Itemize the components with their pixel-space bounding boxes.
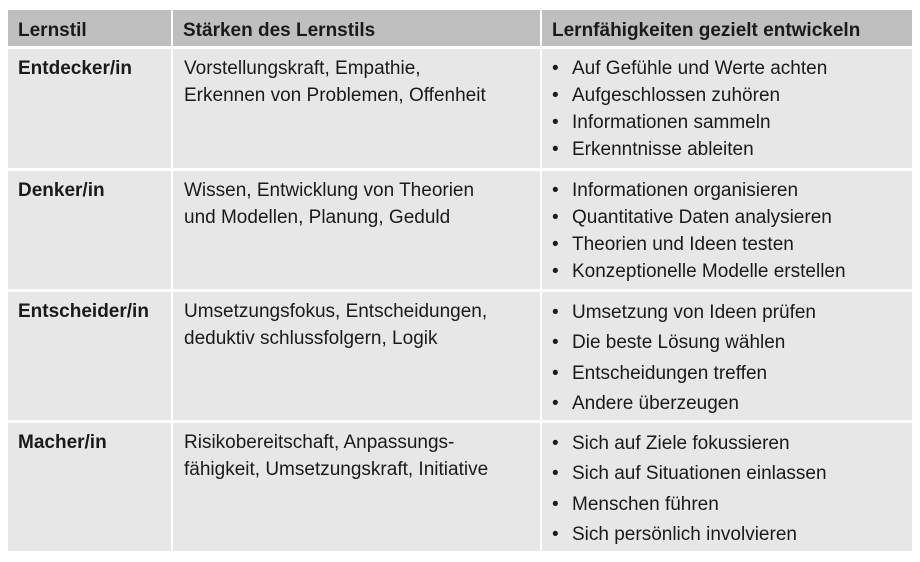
bullet-icon: • bbox=[552, 111, 559, 133]
skill-text: Entscheidungen treffen bbox=[572, 362, 768, 384]
list-item bbox=[552, 359, 902, 390]
strengths-cell bbox=[172, 290, 541, 421]
skill-text: Menschen führen bbox=[572, 493, 719, 515]
skill-text: Sich persönlich involvieren bbox=[572, 524, 797, 545]
bullet-icon: • bbox=[552, 301, 559, 323]
skill-text: Erkenntnisse ableiten bbox=[572, 138, 754, 160]
skill-text: Umsetzung von Ideen prüfen bbox=[572, 301, 816, 323]
list-item bbox=[552, 136, 902, 163]
table-row bbox=[8, 421, 912, 552]
list-item bbox=[552, 520, 902, 551]
bullet-icon: • bbox=[552, 524, 559, 545]
list-item bbox=[552, 109, 902, 136]
header-row bbox=[8, 10, 912, 47]
header-lernfaehigkeiten: Lernfähigkeiten gezielt entwickeln bbox=[541, 10, 912, 47]
bullet-icon: • bbox=[552, 138, 559, 160]
list-item bbox=[552, 328, 902, 359]
skill-text: Andere überzeugen bbox=[572, 393, 739, 414]
list-item bbox=[552, 298, 902, 329]
bullet-icon: • bbox=[552, 179, 559, 201]
bullet-icon: • bbox=[552, 393, 559, 414]
header-staerken: Stärken des Lernstils bbox=[172, 10, 541, 47]
style-name: Denker/in bbox=[8, 169, 172, 290]
learning-styles-table bbox=[8, 10, 912, 554]
bullet-icon: • bbox=[552, 432, 559, 454]
bullet-icon: • bbox=[552, 84, 559, 106]
skills-cell bbox=[541, 169, 912, 290]
bullet-icon: • bbox=[552, 260, 559, 282]
skill-text: Sich auf Ziele fokussieren bbox=[572, 432, 790, 454]
bullet-icon: • bbox=[552, 206, 559, 228]
bullet-icon: • bbox=[552, 362, 559, 384]
list-item bbox=[552, 258, 902, 285]
list-item bbox=[552, 177, 902, 204]
bullet-icon: • bbox=[552, 57, 559, 79]
list-item bbox=[552, 429, 902, 460]
skill-text: Informationen sammeln bbox=[572, 111, 771, 133]
strengths-line: Erkennen von Problemen, Offenheit bbox=[184, 84, 486, 106]
list-item bbox=[552, 490, 902, 521]
table-row bbox=[8, 169, 912, 290]
list-item bbox=[552, 55, 902, 82]
skills-cell bbox=[541, 47, 912, 169]
list-item bbox=[552, 459, 902, 490]
bullet-icon: • bbox=[552, 463, 559, 484]
table-row bbox=[8, 47, 912, 169]
strengths-line: Umsetzungsfokus, Entscheidungen, bbox=[184, 300, 488, 322]
skill-text: Informationen organisieren bbox=[572, 179, 799, 201]
strengths-line: Wissen, Entwicklung von Theorien bbox=[184, 179, 475, 201]
list-item bbox=[552, 231, 902, 258]
bullet-icon: • bbox=[552, 233, 559, 255]
style-name: Entdecker/in bbox=[8, 47, 172, 169]
skills-cell bbox=[541, 421, 912, 552]
skill-text: Aufgeschlossen zuhören bbox=[572, 84, 781, 106]
skills-list bbox=[552, 55, 902, 163]
style-name: Entscheider/in bbox=[8, 290, 172, 421]
style-name: Macher/in bbox=[8, 421, 172, 552]
strengths-cell bbox=[172, 47, 541, 169]
list-item bbox=[552, 389, 902, 420]
skill-text: Die beste Lösung wählen bbox=[572, 332, 786, 353]
skill-text: Auf Gefühle und Werte achten bbox=[572, 57, 828, 79]
strengths-line: fähigkeit, Umsetzungskraft, Initiative bbox=[184, 458, 489, 480]
header-lernstil: Lernstil bbox=[8, 10, 172, 47]
skill-text: Theorien und Ideen testen bbox=[572, 233, 794, 255]
strengths-line: und Modellen, Planung, Geduld bbox=[184, 206, 451, 228]
skill-text: Sich auf Situationen einlassen bbox=[572, 463, 827, 484]
strengths-cell bbox=[172, 421, 541, 552]
list-item bbox=[552, 82, 902, 109]
skill-text: Konzeptionelle Modelle erstellen bbox=[572, 260, 846, 282]
strengths-line: Risikobereitschaft, Anpassungs- bbox=[184, 431, 455, 453]
bullet-icon: • bbox=[552, 493, 559, 515]
list-item bbox=[552, 204, 902, 231]
skills-list bbox=[552, 298, 902, 420]
strengths-line: Vorstellungskraft, Empathie, bbox=[184, 57, 421, 79]
skill-text: Quantitative Daten analysieren bbox=[572, 206, 832, 228]
table-row bbox=[8, 290, 912, 421]
learning-styles-table-container bbox=[8, 10, 912, 554]
skills-cell bbox=[541, 290, 912, 421]
strengths-line: deduktiv schlussfolgern, Logik bbox=[184, 327, 438, 349]
strengths-cell bbox=[172, 169, 541, 290]
skills-list bbox=[552, 429, 902, 551]
skills-list bbox=[552, 177, 902, 285]
bullet-icon: • bbox=[552, 332, 559, 353]
